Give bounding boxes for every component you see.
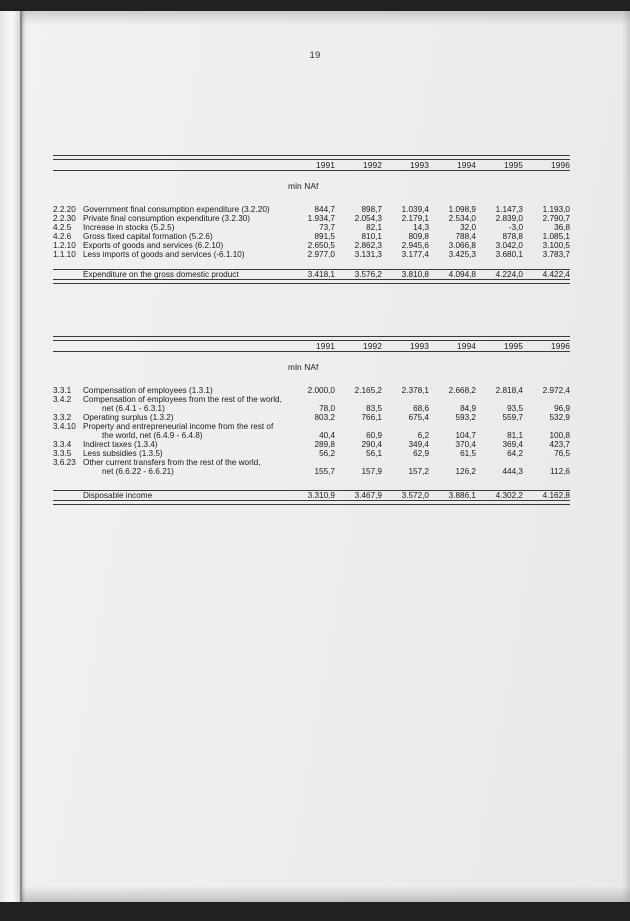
row-value-empty <box>476 422 523 431</box>
row-code: 1.2.10 <box>53 241 76 250</box>
spacer <box>53 259 570 269</box>
row-value: 2.790,7 <box>542 214 570 223</box>
table-header-row <box>53 160 570 170</box>
unit-row <box>53 362 570 372</box>
row-value-empty <box>288 422 335 431</box>
row-value: 2.165,2 <box>354 386 382 395</box>
table-header-row <box>53 341 570 351</box>
row-value: 2.054,3 <box>354 214 382 223</box>
table-row <box>53 404 570 413</box>
header-blank-label <box>83 341 288 351</box>
row-code-empty <box>53 467 83 476</box>
row-value: 81,1 <box>507 431 523 440</box>
row-value: 56,1 <box>366 449 382 458</box>
row-value: 1.085,1 <box>542 232 570 241</box>
row-value: 36,8 <box>554 223 570 232</box>
row-value-empty <box>523 395 570 404</box>
row-label: Government final consumption expenditure (3.2.20) <box>83 205 270 214</box>
row-value: 878,8 <box>502 232 523 241</box>
spacer <box>53 476 570 490</box>
row-code: 2.2.30 <box>53 214 76 223</box>
table-row <box>53 250 570 259</box>
row-value: 1.039,4 <box>401 205 429 214</box>
row-value: 64,2 <box>507 449 523 458</box>
row-label: Other current transfers from the rest of the world, <box>83 458 261 467</box>
table-row <box>53 205 570 214</box>
row-value: 803,2 <box>314 413 335 422</box>
row-value: 112,6 <box>550 467 570 476</box>
row-value: 82,1 <box>366 223 382 232</box>
row-value-empty <box>382 422 429 431</box>
table-bottom-rule <box>53 279 570 284</box>
row-label-continuation: net (6.4.1 - 6.3.1) <box>102 404 165 413</box>
page-content <box>0 11 630 902</box>
row-value: 809,8 <box>408 232 429 241</box>
row-value-empty <box>523 458 570 467</box>
row-label: Operating surplus (1.3.2) <box>83 413 174 422</box>
table-disposable-income <box>53 336 570 505</box>
row-code: 3.4.10 <box>53 422 76 431</box>
row-code: 3.4.2 <box>53 395 72 404</box>
row-value: 155,7 <box>314 467 335 476</box>
row-label: Gross fixed capital formation (5.2.6) <box>83 232 213 241</box>
table-expenditure-on-gdp <box>53 155 570 284</box>
row-value: 844,7 <box>314 205 335 214</box>
row-value: 1.193,0 <box>542 205 570 214</box>
row-value: 2.650,5 <box>307 241 335 250</box>
column-header-year: 1992 <box>362 160 382 170</box>
total-value: 4.094,8 <box>448 270 476 279</box>
row-value: 3.783,7 <box>542 250 570 259</box>
row-value-empty <box>382 395 429 404</box>
table-row <box>53 440 570 449</box>
column-header-year: 1992 <box>362 341 382 351</box>
row-value: 2.534,0 <box>448 214 476 223</box>
column-header-year: 1994 <box>456 341 476 351</box>
row-label: Property and entrepreneurial income from the rest of <box>83 422 274 431</box>
header-blank-code <box>53 341 83 351</box>
unit-label: mln NAf <box>288 362 319 372</box>
row-value: 289,8 <box>314 440 335 449</box>
row-value: 2.000,0 <box>307 386 335 395</box>
table-row <box>53 431 570 440</box>
table-row <box>53 449 570 458</box>
row-value: 766,1 <box>361 413 382 422</box>
table-row-line1 <box>53 458 570 467</box>
statistics-table <box>53 336 570 505</box>
spacer <box>53 191 570 205</box>
row-value: 3.177,4 <box>401 250 429 259</box>
total-value: 4.302,2 <box>495 491 523 500</box>
total-row <box>53 270 570 279</box>
row-value-empty <box>382 458 429 467</box>
row-value: 2.668,2 <box>448 386 476 395</box>
row-value: 2.977,0 <box>307 250 335 259</box>
row-value: 62,9 <box>413 449 429 458</box>
row-value-empty <box>335 458 382 467</box>
row-value-empty <box>523 422 570 431</box>
total-value: 3.576,2 <box>354 270 382 279</box>
total-value: 4.422,4 <box>542 270 570 279</box>
row-value: 104,7 <box>455 431 476 440</box>
row-value: 14,3 <box>413 223 429 232</box>
row-code: 3.3.4 <box>53 440 72 449</box>
table-row-line1 <box>53 422 570 431</box>
total-value: 3.572,0 <box>401 491 429 500</box>
row-value: 3.425,3 <box>448 250 476 259</box>
row-value: 349,4 <box>408 440 429 449</box>
row-value: 2.818,4 <box>495 386 523 395</box>
row-value: 83,5 <box>366 404 382 413</box>
row-label: Indirect taxes (1.3.4) <box>83 440 158 449</box>
total-row <box>53 491 570 500</box>
row-value: 84,9 <box>460 404 476 413</box>
row-value: 2.862,3 <box>354 241 382 250</box>
total-value: 3.886,1 <box>448 491 476 500</box>
statistics-table <box>53 155 570 284</box>
row-value: 2.378,1 <box>401 386 429 395</box>
row-code: 1.1.10 <box>53 250 76 259</box>
unit-blank <box>53 362 288 372</box>
column-header-year: 1996 <box>550 160 570 170</box>
row-value-empty <box>429 458 476 467</box>
row-value: 100,8 <box>549 431 570 440</box>
row-value: 68,6 <box>413 404 429 413</box>
row-code: 3.6.23 <box>53 458 76 467</box>
row-value: 891,5 <box>314 232 335 241</box>
column-header-year: 1994 <box>456 160 476 170</box>
row-value: 93,5 <box>507 404 523 413</box>
row-value: 2.839,0 <box>495 214 523 223</box>
table-row <box>53 241 570 250</box>
row-code: 2.2.20 <box>53 205 76 214</box>
row-value: 2.945,6 <box>401 241 429 250</box>
row-value: 3.100,5 <box>542 241 570 250</box>
column-header-year: 1991 <box>315 160 335 170</box>
column-header-year: 1991 <box>315 341 335 351</box>
row-value-empty <box>429 395 476 404</box>
row-value: 423,7 <box>549 440 570 449</box>
row-value: 60,9 <box>366 431 382 440</box>
row-label: Exports of goods and services (6.2.10) <box>83 241 224 250</box>
row-code: 3.3.1 <box>53 386 72 395</box>
table-row <box>53 223 570 232</box>
row-label: Compensation of employees (1.3.1) <box>83 386 213 395</box>
table-bottom-rule <box>53 500 570 505</box>
unit-blank <box>53 181 288 191</box>
unit-label: mln NAf <box>288 181 319 191</box>
row-value-empty <box>476 395 523 404</box>
row-value: 3.131,3 <box>354 250 382 259</box>
row-label: Less subsidies (1.3.5) <box>83 449 163 458</box>
spacer <box>53 171 570 181</box>
row-value: 3.680,1 <box>495 250 523 259</box>
row-value: 3.066,8 <box>448 241 476 250</box>
row-code: 4.2.5 <box>53 223 72 232</box>
row-value: 370,4 <box>455 440 476 449</box>
row-value-empty <box>476 458 523 467</box>
row-value: 290,4 <box>361 440 382 449</box>
table-row-line1 <box>53 395 570 404</box>
column-header-year: 1995 <box>503 160 523 170</box>
total-blank-code <box>53 491 83 500</box>
row-value: 559,7 <box>502 413 523 422</box>
row-code-empty <box>53 404 83 413</box>
row-value: 1.934,7 <box>307 214 335 223</box>
row-label: Less imports of goods and services (-6.1.10) <box>83 250 245 259</box>
total-value: 4.162,8 <box>542 491 570 500</box>
row-label-continuation: the world, net (6.4.9 - 6.4.8) <box>102 431 203 440</box>
row-value: 56,2 <box>319 449 335 458</box>
column-header-year: 1995 <box>503 341 523 351</box>
unit-row <box>53 181 570 191</box>
header-blank-code <box>53 160 83 170</box>
row-value: 1.098,9 <box>448 205 476 214</box>
total-value: 3.310,9 <box>307 491 335 500</box>
table-row <box>53 232 570 241</box>
row-value: 157,9 <box>361 467 382 476</box>
row-value-empty <box>429 422 476 431</box>
total-value: 3.467,9 <box>354 491 382 500</box>
table-row <box>53 386 570 395</box>
total-label: Expenditure on the gross domestic product <box>83 270 239 279</box>
total-blank-code <box>53 270 83 279</box>
row-value-empty <box>288 458 335 467</box>
row-value: 532,9 <box>549 413 570 422</box>
row-value: 369,4 <box>502 440 523 449</box>
row-value: 96,9 <box>554 404 570 413</box>
row-value: 76,5 <box>554 449 570 458</box>
row-value-empty <box>335 395 382 404</box>
total-value: 3.810,8 <box>401 270 429 279</box>
row-value: 2.972,4 <box>542 386 570 395</box>
table-row <box>53 467 570 476</box>
row-value: 40,4 <box>319 431 335 440</box>
row-value: -3,0 <box>508 223 523 232</box>
table-row <box>53 214 570 223</box>
row-value: 444,3 <box>502 467 523 476</box>
total-label: Disposable income <box>83 491 153 500</box>
row-value: 593,2 <box>455 413 476 422</box>
total-value: 4.224,0 <box>495 270 523 279</box>
row-value: 810,1 <box>361 232 382 241</box>
row-code-empty <box>53 431 83 440</box>
row-value: 898,7 <box>361 205 382 214</box>
column-header-year: 1993 <box>409 160 429 170</box>
spacer <box>53 372 570 386</box>
row-value: 157,2 <box>408 467 429 476</box>
row-value: 6,2 <box>417 431 429 440</box>
row-value: 1.147,3 <box>495 205 523 214</box>
row-value: 2.179,1 <box>401 214 429 223</box>
column-header-year: 1993 <box>409 341 429 351</box>
spacer <box>53 352 570 362</box>
row-value: 32,0 <box>460 223 476 232</box>
total-value: 3.418,1 <box>307 270 335 279</box>
row-label: Increase in stocks (5.2.5) <box>83 223 175 232</box>
row-label: Compensation of employees from the rest of the world, <box>83 395 282 404</box>
row-value: 78,0 <box>319 404 335 413</box>
row-value: 788,4 <box>455 232 476 241</box>
column-header-year: 1996 <box>550 341 570 351</box>
row-value: 126,2 <box>455 467 476 476</box>
row-label-continuation: net (6.6.22 - 6.6.21) <box>102 467 174 476</box>
table-row <box>53 413 570 422</box>
row-code: 3.3.5 <box>53 449 72 458</box>
page-number: 19 <box>309 50 321 61</box>
header-blank-label <box>83 160 288 170</box>
row-value: 61,5 <box>460 449 476 458</box>
row-value: 73,7 <box>319 223 335 232</box>
row-value-empty <box>335 422 382 431</box>
row-code: 4.2.6 <box>53 232 72 241</box>
row-value: 675,4 <box>408 413 429 422</box>
row-value: 3.042,0 <box>495 241 523 250</box>
row-code: 3.3.2 <box>53 413 72 422</box>
row-label: Private final consumption expenditure (3.2.30) <box>83 214 251 223</box>
row-value-empty <box>288 395 335 404</box>
